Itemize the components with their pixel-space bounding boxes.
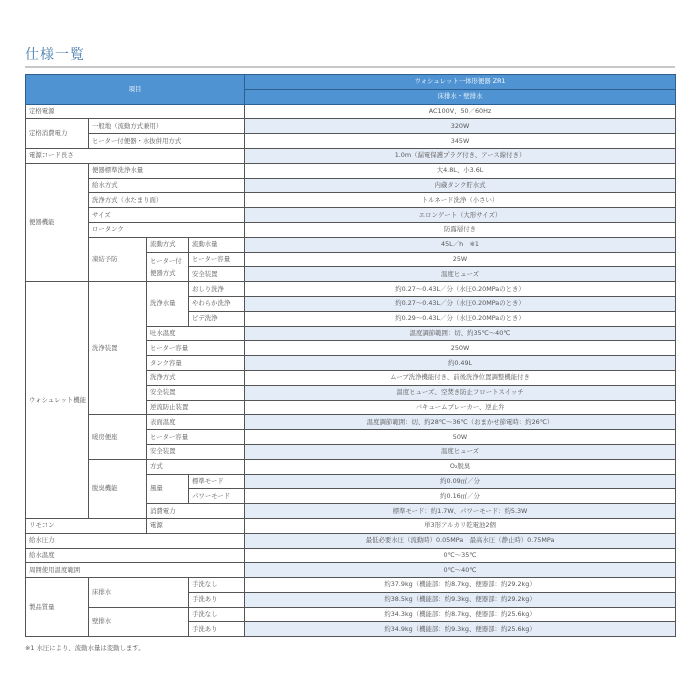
row-label: 洗浄水量 (147, 282, 189, 326)
row-value: 320W (245, 119, 676, 134)
table-row (26, 415, 676, 430)
table-row (26, 459, 676, 474)
row-value: バキュームブレーカー、逆止弁 (245, 400, 676, 415)
row-value: 単3形アルカリ乾電池2個 (245, 518, 676, 533)
row-value: 約34.3kg（機能部：約8.7kg、便器部：約25.6kg） (245, 607, 676, 622)
row-value: 約0.09㎥／分 (245, 474, 676, 489)
row-label: ウォシュレット機能 (26, 282, 89, 519)
row-label: タンク容量 (147, 356, 245, 371)
row-label: リモコン (26, 518, 147, 533)
row-value: 温度調節範囲：切、約35℃～40℃ (245, 326, 676, 341)
table-row (26, 563, 676, 578)
row-label: 周囲使用温度範囲 (26, 563, 245, 578)
row-label: ロータンク (89, 222, 245, 237)
row-value: 温度ヒューズ、空焚き防止フロートスイッチ (245, 385, 676, 400)
row-label: やわらか洗浄 (189, 296, 245, 311)
row-value: 温度調節範囲：切、約28℃～36℃（おまかせ節電時：約26℃） (245, 415, 676, 430)
row-label: ヒーター容量 (147, 341, 245, 356)
table-row (26, 104, 676, 119)
row-label: パワーモード (189, 489, 245, 504)
row-label: 吐水温度 (147, 326, 245, 341)
row-value: ムーブ洗浄機能付き、前後洗浄位置調整機能付き (245, 370, 676, 385)
row-label: 給水圧力 (26, 533, 245, 548)
row-label: 定格電源 (26, 104, 245, 119)
row-label: 流動水量 (189, 237, 245, 252)
row-label: 消費電力 (147, 504, 245, 519)
table-row (26, 119, 676, 134)
table-row (26, 548, 676, 563)
spec-table (25, 74, 676, 637)
title-divider (25, 66, 675, 68)
row-label: 風量 (147, 474, 189, 504)
row-label: 手洗なし (189, 607, 245, 622)
row-label: 定格消費電力 (26, 119, 89, 149)
table-row (26, 134, 676, 149)
header-row (26, 75, 676, 90)
row-value: 防露層付き (245, 222, 676, 237)
row-value: 温度ヒューズ (245, 267, 676, 282)
table-row (26, 607, 676, 622)
table-row (26, 533, 676, 548)
row-label: ヒーター付便器方式 (147, 252, 189, 282)
row-value: 約0.27～0.43L／分（水圧0.20MPaのとき） (245, 296, 676, 311)
table-row (26, 237, 676, 252)
row-label: 安全装置 (189, 267, 245, 282)
header-item: 項目 (26, 75, 245, 105)
row-label: おしり洗浄 (189, 282, 245, 297)
row-value: 0℃～40℃ (245, 563, 676, 578)
row-label: 表面温度 (147, 415, 245, 430)
row-label: ヒーター付便器・水抜併用方式 (89, 134, 245, 149)
row-value: 1.0m（漏電保護プラグ付き、アース線付き） (245, 148, 676, 163)
row-label: 脱臭機能 (89, 459, 147, 518)
row-label: ヒーター容量 (189, 252, 245, 267)
table-row (26, 518, 676, 533)
row-label: 安全装置 (147, 385, 245, 400)
row-label: 壁排水 (89, 607, 189, 637)
row-value: 約0.16㎥／分 (245, 489, 676, 504)
row-label: 電源 (147, 518, 245, 533)
page-title: 仕様一覧 (25, 47, 85, 63)
row-label: 流動方式 (147, 237, 189, 252)
row-value: 約0.49L (245, 356, 676, 371)
row-label: ビデ洗浄 (189, 311, 245, 326)
row-label: 洗浄方式（水たまり面） (89, 193, 245, 208)
row-value: 最低必要水圧（流動時）0.05MPa 最高水圧（静止時）0.75MPa (245, 533, 676, 548)
row-value: 0℃～35℃ (245, 548, 676, 563)
row-value: AC100V、50／60Hz (245, 104, 676, 119)
row-value: O₂脱臭 (245, 459, 676, 474)
table-row (26, 148, 676, 163)
row-value: エロンゲート（大形サイズ） (245, 208, 676, 223)
row-value: 標準モード：約1.7W、パワーモード：約5.3W (245, 504, 676, 519)
row-label: 逆流防止装置 (147, 400, 245, 415)
row-label: 方式 (147, 459, 245, 474)
table-row (26, 578, 676, 593)
row-label: 手洗あり (189, 592, 245, 607)
row-value: 250W (245, 341, 676, 356)
row-value: 内蔵タンク貯水式 (245, 178, 676, 193)
row-value: 約0.27～0.43L／分（水圧0.20MPaのとき） (245, 282, 676, 297)
row-label: 洗浄装置 (89, 282, 147, 415)
row-label: 電源コード長さ (26, 148, 245, 163)
row-value: 約38.5kg（機能部：約9.3kg、便器部：約29.2kg） (245, 592, 676, 607)
row-label: 手洗なし (189, 578, 245, 593)
row-label: 洗浄方式 (147, 370, 245, 385)
header-product: ウォシュレット一体形便器 ZR1 (245, 75, 676, 90)
row-label: 給水温度 (26, 548, 245, 563)
row-label: 床排水 (89, 578, 189, 608)
row-value: 50W (245, 430, 676, 445)
row-value: 大4.8L、小3.6L (245, 163, 676, 178)
footnote: ※1 水圧により、流動水量は変動します。 (25, 644, 145, 652)
row-label: 安全装置 (147, 444, 245, 459)
row-value: 約34.9kg（機能部：約9.3kg、便器部：約25.6kg） (245, 622, 676, 637)
row-label: サイズ (89, 208, 245, 223)
row-label: 凍結予防 (89, 237, 147, 281)
table-row (26, 208, 676, 223)
row-value: 温度ヒューズ (245, 444, 676, 459)
header-variant: 床排水・壁排水 (245, 89, 676, 104)
row-label: 標準モード (189, 474, 245, 489)
row-value: トルネード洗浄（小さい） (245, 193, 676, 208)
row-label: 一般地（流動方式兼用） (89, 119, 245, 134)
row-label: 便器標準洗浄水量 (89, 163, 245, 178)
row-value: 25W (245, 252, 676, 267)
table-row (26, 193, 676, 208)
row-value: 約0.29～0.43L／分（水圧0.20MPaのとき） (245, 311, 676, 326)
row-label: 暖房便座 (89, 415, 147, 459)
table-row (26, 163, 676, 178)
row-label: 手洗あり (189, 622, 245, 637)
row-value: 約37.9kg（機能部：約8.7kg、便器部：約29.2kg） (245, 578, 676, 593)
row-label: 給水方式 (89, 178, 245, 193)
row-label: ヒーター容量 (147, 430, 245, 445)
row-value: 345W (245, 134, 676, 149)
table-row (26, 178, 676, 193)
row-label: 製品質量 (26, 578, 89, 637)
row-value: 45L／h ※1 (245, 237, 676, 252)
row-label: 便器機能 (26, 163, 89, 281)
table-row (26, 282, 676, 297)
table-row (26, 222, 676, 237)
